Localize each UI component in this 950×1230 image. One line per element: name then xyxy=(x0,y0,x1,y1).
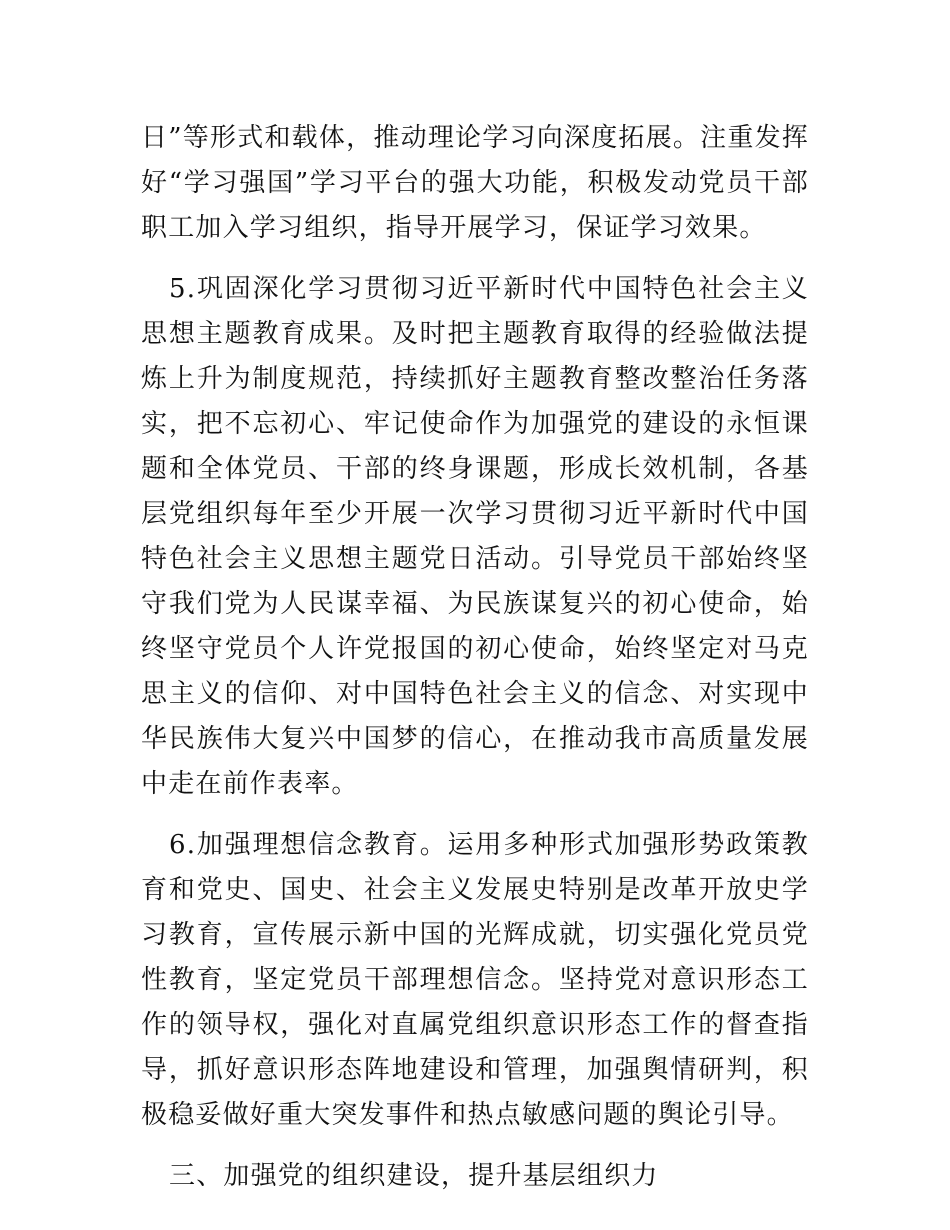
paragraph-continued: 日”等形式和载体，推动理论学习向深度拓展。注重发挥好“学习强国”学习平台的强大功能，积极发动党员干部职工加入学习组织，指导开展学习，保证学习效果。 xyxy=(141,123,809,243)
section-heading-3: 三、加强党的组织建设，提升基层组织力 xyxy=(169,1161,659,1191)
document-body xyxy=(141,116,809,1215)
paragraph-item-6: 6.加强理想信念教育。运用多种形式加强形势政策教育和党史、国史、社会主义发展史特别是改革开放史学习教育，宣传展示新中国的光辉成就，切实强化党员党性教育，坚定党员干部理想信念。坚持党对意识形态工作的领导权，强化对直属党组织意识形态工作的督查指导，抓好意识形态阵地建设和管理，加强舆情研判，积极稳妥做好重大突发事件和热点敏感问题的舆论引导。 xyxy=(141,830,809,1130)
paragraph-item-5: 5.巩固深化学习贯彻习近平新时代中国特色社会主义思想主题教育成果。及时把主题教育取得的经验做法提炼上升为制度规范，持续抓好主题教育整改整治任务落实，把不忘初心、牢记使命作为加强党的建设的永恒课题和全体党员、干部的终身课题，形成长效机制，各基层党组织每年至少开展一次学习贯彻习近平新时代中国特色社会主义思想主题党日活动。引导党员干部始终坚守我们党为人民谋幸福、为民族谋复兴的初心使命，始终坚守党员个人许党报国的初心使命，始终坚定对马克思主义的信仰、对中国特色社会主义的信念、对实现中华民族伟大复兴中国梦的信心，在推动我市高质量发展中走在前作表率。 xyxy=(141,274,809,799)
